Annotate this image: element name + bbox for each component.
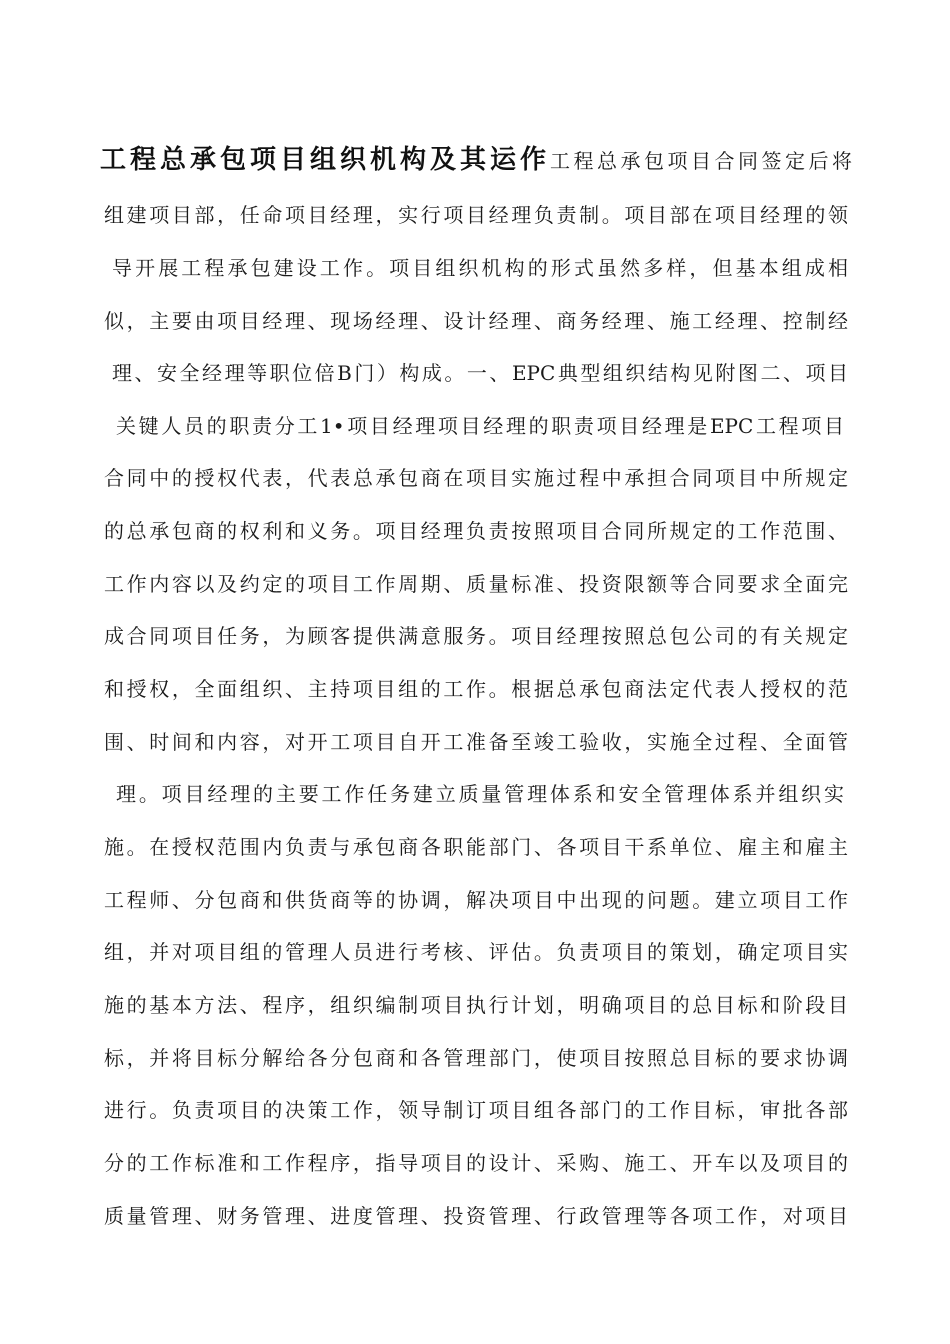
document-title: 工程总承包项目组织机构及其运作	[100, 145, 550, 175]
body-text-run: 工程总承包项目合同签定后将	[550, 149, 852, 173]
body-line: 组建项目部，任命项目经理，实行项目经理负责制。项目部在项目经理的领	[104, 203, 848, 227]
body-line: 导开展工程承包建设工作。项目组织机构的形式虽然多样，但基本组成相	[112, 256, 848, 280]
body-line: 围、时间和内容，对开工项目自开工准备至竣工验收，实施全过程、全面管	[104, 730, 848, 754]
body-line: 合同中的授权代表，代表总承包商在项目实施过程中承担合同项目中所规定	[104, 466, 848, 490]
body-line: 组，并对项目组的管理人员进行考核、评估。负责项目的策划，确定项目实	[104, 940, 848, 964]
body-line: 工程师、分包商和供货商等的协调，解决项目中出现的问题。建立项目工作	[104, 888, 848, 912]
body-line: 成合同项目任务，为顾客提供满意服务。项目经理按照总包公司的有关规定	[104, 624, 848, 648]
body-line: 施。在授权范围内负责与承包商各职能部门、各项目干系单位、雇主和雇主	[104, 835, 848, 859]
body-line: 似，主要由项目经理、现场经理、设计经理、商务经理、施工经理、控制经	[104, 309, 848, 333]
body-line: 进行。负责项目的决策工作，领导制订项目组各部门的工作目标，审批各部	[104, 1098, 848, 1122]
body-line: 关键人员的职责分工1•项目经理项目经理的职责项目经理是EPC工程项目	[116, 414, 844, 438]
first-line	[100, 145, 852, 176]
body-line: 的总承包商的权利和义务。项目经理负责按照项目合同所规定的工作范围、	[104, 519, 848, 543]
body-line: 理、安全经理等职位倍B门）构成。一、EPC典型组织结构见附图二、项目	[112, 361, 848, 385]
body-line: 理。项目经理的主要工作任务建立质量管理体系和安全管理体系并组织实	[116, 782, 844, 806]
body-line: 工作内容以及约定的项目工作周期、质量标准、投资限额等合同要求全面完	[104, 572, 848, 596]
body-line: 标，并将目标分解给各分包商和各管理部门，使项目按照总目标的要求协调	[104, 1046, 848, 1070]
body-line: 和授权，全面组织、主持项目组的工作。根据总承包商法定代表人授权的范	[104, 677, 848, 701]
body-line: 分的工作标准和工作程序，指导项目的设计、采购、施工、开车以及项目的	[104, 1151, 848, 1175]
body-line: 质量管理、财务管理、进度管理、投资管理、行政管理等各项工作，对项目	[104, 1204, 848, 1228]
body-line: 施的基本方法、程序，组织编制项目执行计划，明确项目的总目标和阶段目	[104, 993, 848, 1017]
